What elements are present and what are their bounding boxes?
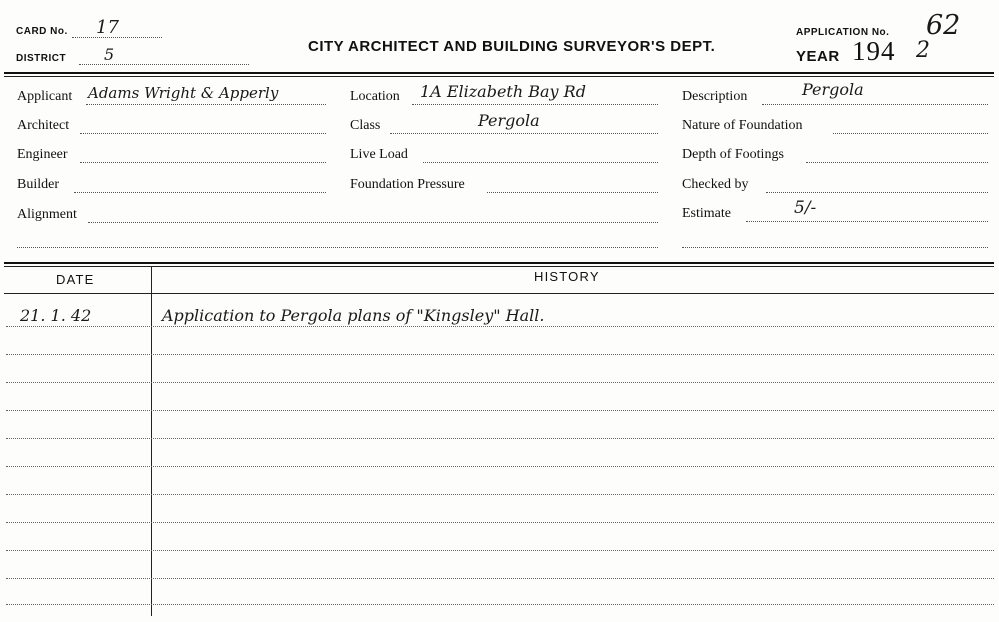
- applicant-label: Applicant: [17, 89, 73, 104]
- class-value: Pergola: [478, 111, 540, 130]
- table-row-line: [6, 410, 994, 411]
- location-label: Location: [350, 89, 400, 104]
- live-load-label: Live Load: [350, 147, 408, 162]
- foundation-pressure-line: [487, 192, 658, 193]
- blank-line-left: [17, 247, 658, 248]
- foundation-pressure-label: Foundation Pressure: [350, 177, 465, 192]
- table-row-line: [6, 578, 994, 579]
- estimate-line: [746, 221, 988, 222]
- nature-of-foundation-line: [833, 133, 988, 134]
- description-label: Description: [682, 89, 748, 104]
- table-row-line: [6, 438, 994, 439]
- table-row-line: [6, 466, 994, 467]
- table-top-rule-inner: [4, 266, 994, 267]
- application-no-value: 62: [926, 10, 961, 41]
- header-rule-inner: [4, 76, 994, 77]
- table-row-line: [6, 604, 994, 605]
- description-value: Pergola: [802, 80, 864, 99]
- card-no-value: 17: [96, 17, 119, 38]
- date-column-divider: [151, 266, 152, 616]
- date-header: DATE: [56, 272, 95, 287]
- district-label: DISTRICT: [16, 53, 67, 64]
- location-value: 1A Elizabeth Bay Rd: [420, 82, 586, 101]
- table-row-line: [6, 382, 994, 383]
- table-header-rule: [4, 293, 994, 294]
- location-line: [412, 104, 658, 105]
- header-rule: [4, 72, 994, 74]
- class-line: [390, 133, 658, 134]
- architect-line: [80, 133, 326, 134]
- builder-line: [74, 192, 326, 193]
- district-value: 5: [104, 45, 115, 64]
- nature-of-foundation-label: Nature of Foundation: [682, 118, 803, 133]
- district-line: [79, 64, 249, 65]
- checked-by-label: Checked by: [682, 177, 749, 192]
- applicant-value: Adams Wright & Apperly: [88, 84, 279, 102]
- depth-of-footings-line: [806, 162, 988, 163]
- history-row-1-text: Application to Pergola plans of "Kingsley" Hall.: [162, 306, 545, 325]
- year-handwritten: 2: [916, 38, 930, 63]
- estimate-value: 5/-: [794, 198, 817, 218]
- engineer-line: [80, 162, 326, 163]
- year-printed: 194: [852, 36, 896, 66]
- builder-label: Builder: [17, 177, 59, 192]
- history-header: HISTORY: [534, 269, 600, 284]
- year-label: YEAR: [796, 48, 840, 65]
- table-row-line: [6, 326, 994, 327]
- alignment-label: Alignment: [17, 207, 77, 222]
- checked-by-line: [766, 192, 988, 193]
- card-no-label: CARD No.: [16, 26, 68, 37]
- blank-line-right: [682, 247, 988, 248]
- table-top-rule: [4, 262, 994, 264]
- table-row-line: [6, 354, 994, 355]
- table-row-line: [6, 494, 994, 495]
- alignment-line: [88, 222, 658, 223]
- description-line: [762, 104, 988, 105]
- table-row-line: [6, 522, 994, 523]
- application-no-label: APPLICATION No.: [796, 27, 890, 38]
- depth-of-footings-label: Depth of Footings: [682, 147, 784, 162]
- estimate-label: Estimate: [682, 206, 731, 221]
- class-label: Class: [350, 118, 381, 133]
- table-row-line: [6, 550, 994, 551]
- architect-label: Architect: [17, 118, 70, 133]
- history-row-1-date: 21. 1. 42: [20, 306, 92, 325]
- applicant-line: [86, 104, 326, 105]
- engineer-label: Engineer: [17, 147, 68, 162]
- live-load-line: [423, 162, 658, 163]
- department-title: CITY ARCHITECT AND BUILDING SURVEYOR'S DEPT.: [308, 38, 716, 55]
